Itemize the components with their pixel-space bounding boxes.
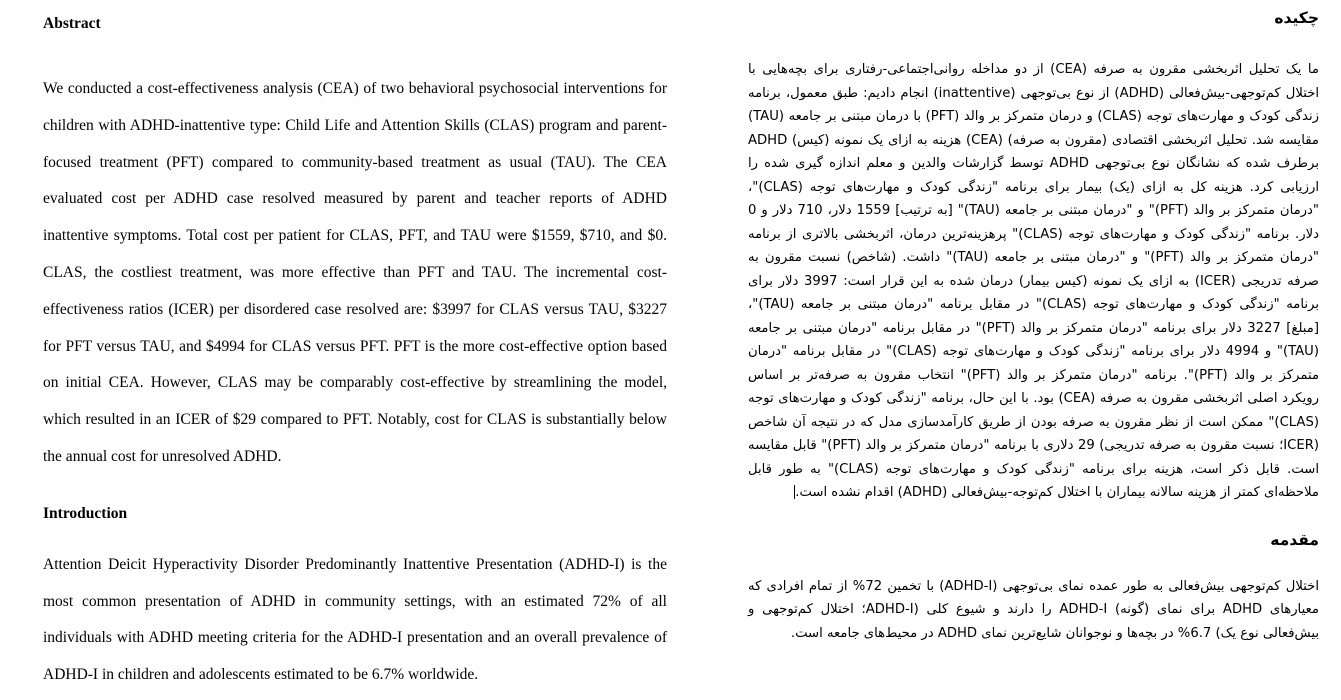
introduction-heading: Introduction	[43, 504, 128, 522]
abstract-paragraph: We conducted a cost-effectiveness analysis (CEA) of two behavioral psychosocial interventions for children with ADHD-inattentive type: Child Life and Attention Skills (CLAS) program and parent-focused treatment (PFT) compared to community-based treatment as usual (TAU). The CEA evaluated cost per ADHD case resolved measured by parent and teacher reports of ADHD inattentive symptoms. Total cost per patient for CLAS, PFT, and TAU were $1559, $710, and $0. CLAS, the costliest treatment, was more effective than PFT and TAU. The incremental cost-effectiveness ratios (ICER) per disordered case resolved are: $3997 for CLAS versus TAU, $3227 for PFT versus TAU, and $4994 for CLAS versus PFT. PFT is the more cost-effective option based on initial CEA. However, CLAS may be comparably cost-effective by streamlining the model, which resulted in an ICER of $29 compared to PFT. Notably, cost for CLAS is substantially below the annual cost for unresolved ADHD.	[43, 80, 667, 465]
persian-abstract-paragraph[interactable]	[748, 58, 1319, 505]
introduction-paragraph: Attention Deicit Hyperactivity Disorder Predominantly Inattentive Presentation (ADHD-I) is the most common presentation of ADHD in community settings, with an estimated 72% of all individuals with ADHD meeting criteria for the ADHD-I presentation and an overall prevalence of ADHD-I in children and adolescents estimated to be 6.7% worldwide.	[43, 555, 667, 684]
persian-abstract-text[interactable]: ما یک تحلیل اثربخشی مقرون به صرفه (CEA) از دو مداخله روانی‌اجتماعی-رفتاری برای بچه‌هایی با اختلال کم‌توجهی-بیش‌فعالی (ADHD) از نوع بی‌توجهی (inattentive) انجام دادیم: طبق معمول، برنامه زندگی کودک و مهارت‌های توجه (CLAS) و درمان متمرکز بر والد (PFT) با درمان مبتنی بر جامعه (TAU) مقایسه شد. تحلیل اثربخشی اقتصادی (مقرون به صرفه) (CEA) هزینه به ازای یک نمونه (کیس) ADHD برطرف شده که نشانگان نوع بی‌توجهی ADHD توسط گزارشات والدین و معلم اندازه گیری شده را ارزیابی کرد. هزینه کل به ازای (یک) بیمار برای برنامه "زندگی کودک و مهارت‌های توجه (CLAS)"، "درمان متمرکز بر والد (PFT)" و "درمان مبتنی بر جامعه (TAU)" [به ترتیب] 1559 دلار، 710 دلار و 0 دلار. برنامه "زندگی کودک و مهارت‌های توجه (CLAS)" پرهزینه‌ترین درمان، اثربخشی بالاتری از برنامه "درمان متمرکز بر والد (PFT)" و "درمان مبتنی بر جامعه (TAU)" داشت. (شاخص) نسبت مقرون به صرفه تدریجی (ICER) به ازای یک نمونه (کیس بیمار) درمان شده به این قرار است: 3997 دلار برای برنامه "زندگی کودک و مهارت‌های توجه (CLAS)" در مقابل برنامه "درمان مبتنی بر جامعه (TAU)"، [مبلغ] 3227 دلار برای برنامه "درمان متمرکز بر والد (PFT)" در مقابل برنامه "درمان مبتنی بر جامعه (TAU)" و 4994 دلار برای برنامه "زندگی کودک و مهارت‌های توجه (CLAS)" در مقابل برنامه "درمان متمرکز بر والد (PFT)". برنامه "درمان متمرکز بر والد (PFT)" انتخاب مقرون به صرفه‌تر بر اساس رویکرد اصلی اثربخشی مقرون به صرفه (CEA) بود. با این حال، برنامه "زندگی کودک و مهارت‌های توجه (CLAS)" ممکن است از نظر مقرون به صرفه بودن از طریق کارآمدسازی مدل که در نتیجه آن شاخص (ICER؛ نسبت مقرون به صرفه تدریجی) 29 دلاری با برنامه "درمان متمرکز بر والد (PFT)" قابل مقایسه است. قابل ذکر است، هزینه برای برنامه "زندگی کودک و مهارت‌های توجه (CLAS)" به طور قابل ملاحظه‌ای کمتر از هزینه سالانه بیماران با اختلال کم‌توجه-بیش‌فعالی (ADHD) اقدام نشده است.	[748, 62, 1320, 500]
persian-introduction-paragraph[interactable]: اختلال کم‌توجهی بیش‌فعالی به طور عمده نمای بی‌توجهی (ADHD-I) با تخمین 72% از تمام افرادی که معیارهای ADHD برای نمای (گونه) ADHD-I را دارند و شیوع کلی (ADHD-I؛ اختلال کم‌توجهی و بیش‌فعالی نوع یک) 6.7% در بچه‌ها و نوجوانان شایع‌ترین نمای ADHD در محیط‌های جامعه است.	[748, 578, 1319, 641]
abstract-heading: Abstract	[43, 15, 101, 32]
persian-column[interactable]	[748, 0, 1319, 645]
persian-introduction-heading: مقدمه	[1270, 530, 1319, 549]
persian-abstract-heading: چکیده	[1274, 9, 1319, 27]
english-column	[43, 0, 667, 694]
